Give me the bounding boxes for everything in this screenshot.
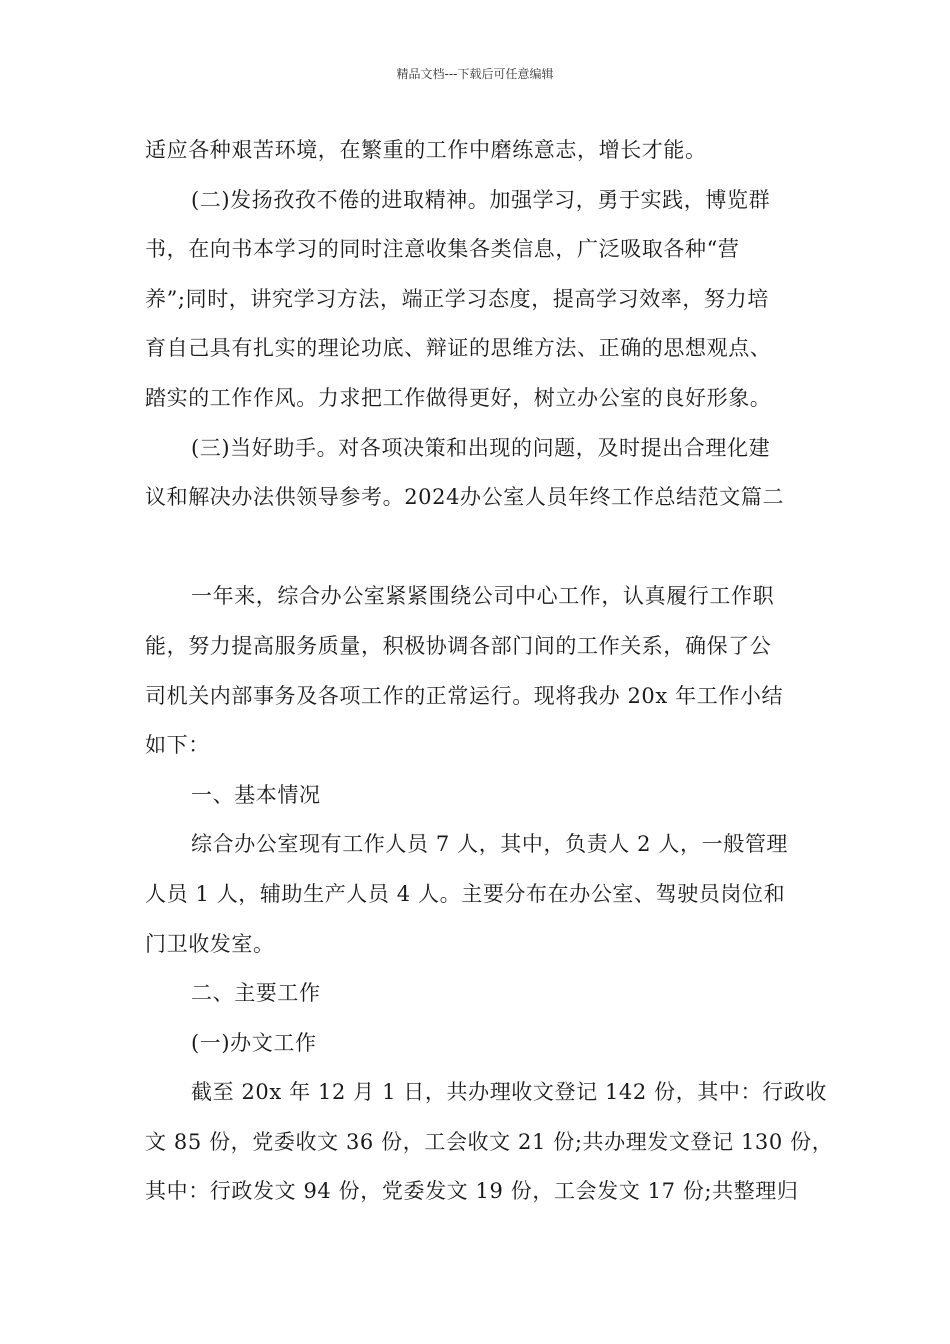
blank-line	[145, 523, 810, 573]
section-heading: 二、主要工作	[191, 981, 321, 1006]
subsection-heading: (一)办文工作	[191, 1030, 317, 1055]
document-body	[145, 126, 834, 1217]
text-line: 书，在向书本学习的同时注意收集各类信息，广泛吸取各种“营	[145, 237, 740, 262]
text-line: 其中：行政发文 94 份，党委发文 19 份，工会发文 17 份;共整理归	[145, 1179, 799, 1204]
text-line: 育自己具有扎实的理论功底、辩证的思维方法、正确的思想观点、	[145, 336, 772, 361]
text-line: 养”;同时，讲究学习方法，端正学习态度，提高学习效率，努力培	[145, 286, 769, 311]
text-line: 如下：	[145, 733, 210, 758]
text-line: 门卫收发室。	[145, 931, 275, 956]
page-header: 精品文档---下载后可任意编辑	[396, 67, 554, 81]
paragraph-line: 一年来，综合办公室紧紧围绕公司中心工作，认真履行工作职	[191, 584, 775, 609]
text-line: 能，努力提高服务质量，积极协调各部门间的工作关系，确保了公	[145, 633, 772, 658]
text-line: 适应各种艰苦环境，在繁重的工作中磨练意志，增长才能。	[145, 138, 707, 162]
text-line: 议和解决办法供领导参考。2024办公室人员年终工作总结范文篇二	[145, 485, 785, 510]
text-line: 文 85 份，党委收文 36 份，工会收文 21 份;共办理发文登记 130 份，	[145, 1129, 834, 1154]
text-line: 人员 1 人，辅助生产人员 4 人。主要分布在办公室、驾驶员岗位和	[145, 881, 786, 906]
text-line: 踏实的工作作风。力求把工作做得更好，树立办公室的良好形象。	[145, 385, 772, 410]
paragraph-line: (二)发扬孜孜不倦的进取精神。加强学习，勇于实践，博览群	[191, 187, 771, 212]
paragraph-line: 截至 20x 年 12 月 1 日，共办理收文登记 142 份，其中：行政收	[191, 1080, 827, 1105]
paragraph-line: 综合办公室现有工作人员 7 人，其中，负责人 2 人，一般管理	[191, 832, 789, 857]
paragraph-line: (三)当好助手。对各项决策和出现的问题，及时提出合理化建	[191, 435, 771, 460]
section-heading: 一、基本情况	[191, 782, 321, 807]
text-line: 司机关内部事务及各项工作的正常运行。现将我办 20x 年工作小结	[145, 683, 784, 708]
